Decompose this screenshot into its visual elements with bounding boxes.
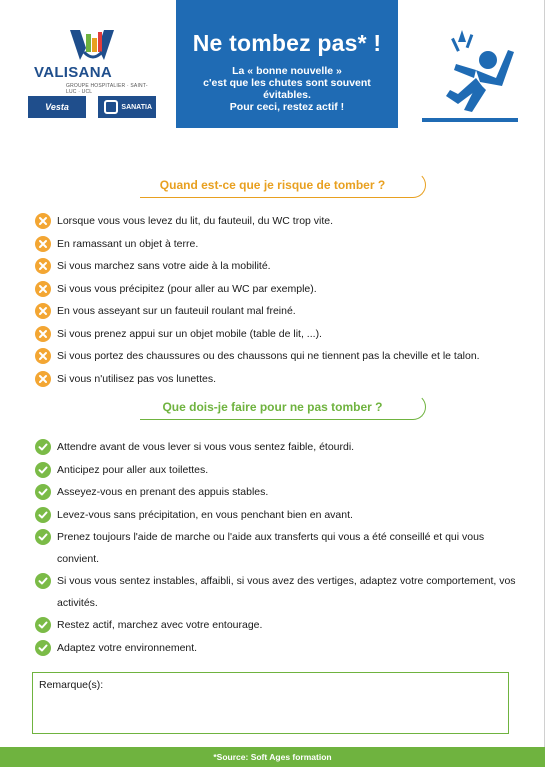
list-item: Prenez toujours l'aide de marche ou l'aide aux transferts qui vous a été conseillé et qui vous convient. (35, 526, 525, 570)
x-circle-icon (35, 303, 51, 319)
check-circle-icon (35, 617, 51, 633)
list-item: Asseyez-vous en prenant des appuis stables. (35, 481, 525, 504)
list-item: Si vous n'utilisez pas vos lunettes. (35, 368, 525, 391)
list-item: Si vous prenez appui sur un objet mobile (table de lit, ...). (35, 323, 525, 346)
sanatia-logo (98, 96, 156, 118)
sanatia-label: SANATIA (121, 103, 152, 111)
risks-list (35, 210, 525, 390)
x-circle-icon (35, 326, 51, 342)
check-circle-icon (35, 439, 51, 455)
actions-list (35, 436, 525, 659)
subtitle-line-2: c'est que les chutes sont souvent évitables. (203, 77, 371, 101)
check-circle-icon (35, 484, 51, 500)
list-item: Restez actif, marchez avec votre entourage. (35, 614, 525, 637)
check-circle-icon (35, 529, 51, 545)
valisana-logo-block (26, 26, 156, 126)
list-item: Si vous vous sentez instables, affaibli, si vous avez des vertiges, adaptez votre comportement, vos activités. (35, 570, 525, 614)
list-item: En ramassant un objet à terre. (35, 233, 525, 256)
list-item: En vous asseyant sur un fauteuil roulant mal freiné. (35, 300, 525, 323)
list-item: Si vous vous précipitez (pour aller au WC par exemple). (35, 278, 525, 301)
list-item: Lorsque vous vous levez du lit, du fauteuil, du WC trop vite. (35, 210, 525, 233)
list-item: Adaptez votre environnement. (35, 637, 525, 660)
remarks-box[interactable] (32, 672, 509, 734)
x-circle-icon (35, 281, 51, 297)
check-circle-icon (35, 640, 51, 656)
check-circle-icon (35, 462, 51, 478)
vesta-logo: Vesta (28, 96, 86, 118)
risks-section-title: Quand est-ce que je risque de tomber ? (159, 178, 386, 192)
list-item: Attendre avant de vous lever si vous vous sentez faible, étourdi. (35, 436, 525, 459)
logo-name: VALISANA (34, 64, 112, 81)
title-subtitle (176, 65, 398, 113)
x-circle-icon (35, 371, 51, 387)
title-banner (176, 0, 398, 128)
subtitle-line-1: La « bonne nouvelle » (232, 65, 342, 77)
source-footer: *Source: Soft Ages formation (0, 747, 545, 767)
x-circle-icon (35, 258, 51, 274)
sanatia-mark-icon (104, 100, 118, 114)
falling-person-icon (418, 20, 522, 126)
actions-section-title: Que dois-je faire pour ne pas tomber ? (162, 400, 383, 414)
logo-subtitle: GROUPE HOSPITALIER · SAINT-LUC · UCL (66, 83, 148, 95)
check-circle-icon (35, 507, 51, 523)
list-item: Si vous marchez sans votre aide à la mobilité. (35, 255, 525, 278)
check-circle-icon (35, 573, 51, 589)
list-item: Anticipez pour aller aux toilettes. (35, 459, 525, 482)
list-item: Levez-vous sans précipitation, en vous penchant bien en avant. (35, 504, 525, 527)
valisana-logo-icon (66, 26, 120, 66)
x-circle-icon (35, 213, 51, 229)
x-circle-icon (35, 348, 51, 364)
x-circle-icon (35, 236, 51, 252)
page-title: Ne tombez pas* ! (192, 30, 382, 56)
remarks-label: Remarque(s): (39, 679, 104, 691)
list-item: Si vous portez des chaussures ou des chaussons qui ne tiennent pas la cheville et le talon. (35, 345, 525, 368)
subtitle-line-3: Pour ceci, restez actif ! (229, 101, 345, 113)
